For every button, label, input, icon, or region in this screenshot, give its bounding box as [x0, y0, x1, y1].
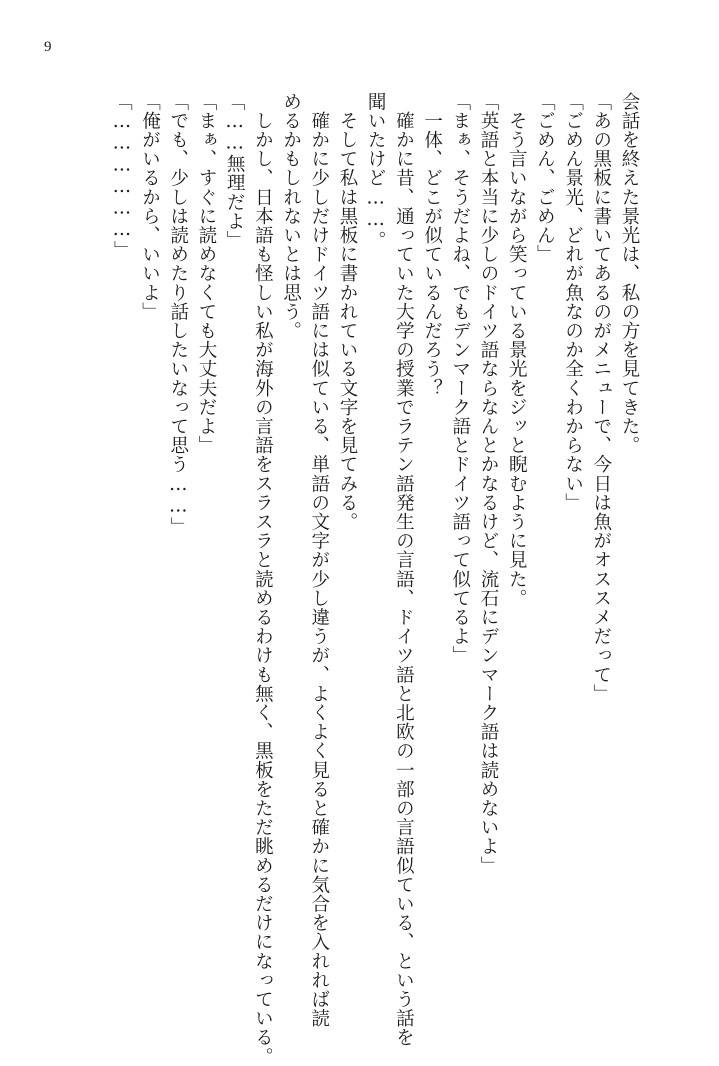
- text-line: そう言いながら笑っている景光をジッと睨むように見た。: [506, 92, 528, 608]
- text-line: 「まぁ、すぐに読めなくても大丈夫だよ」: [195, 92, 217, 455]
- text-line: 「ごめん景光、どれが魚なのか全くわからない」: [562, 92, 584, 513]
- text-line: 会話を終えた景光は、私の方を見てきた。: [619, 92, 640, 455]
- text-line: 確かに昔、通っていた大学の授業でラテン語発生の言語、ドイツ語と北欧の一部の言語似ている、という話を: [393, 92, 415, 1047]
- text-line: 「でも、少しは読めたり話したいなって思う……」: [167, 92, 189, 537]
- novel-text-body: [43, 92, 643, 1066]
- text-line: 「まぁ、そうだよね、でもデンマーク語とドイツ語って似てるよ」: [449, 92, 471, 665]
- text-line: 聞いたけど……。: [365, 92, 387, 250]
- text-line: 一体、どこが似ているんだろう？: [421, 92, 443, 398]
- text-line: 確かに少しだけドイツ語には似ている、単語の文字が少し違うが、よくよく見ると確かに気合を入れれば読: [308, 92, 330, 1028]
- text-line: 「俺がいるから、いいよ」: [139, 92, 161, 322]
- text-line: しかし、日本語も怪しい私が海外の言語をスラスラと読めるわけも無く、黒板をただ眺めるだけになっている。: [252, 92, 274, 1066]
- text-line: 「……無理だよ」: [224, 92, 246, 250]
- text-line: そして私は黒板に書かれている文字を見てみる。: [336, 92, 358, 532]
- text-line: 「………………」: [111, 92, 133, 260]
- text-line: めるかもしれないとは思う。: [280, 92, 302, 341]
- text-line: 「あの黒板に書いてあるのがメニューで、今日は魚がオススメだって」: [590, 92, 612, 704]
- page-number: 9: [44, 39, 52, 55]
- text-line: 「ごめん、ごめん」: [534, 92, 556, 264]
- text-line: 「英語と本当に少しのドイツ語ならなんとかなるけど、流石にデンマーク語は読めないよ」: [477, 92, 499, 876]
